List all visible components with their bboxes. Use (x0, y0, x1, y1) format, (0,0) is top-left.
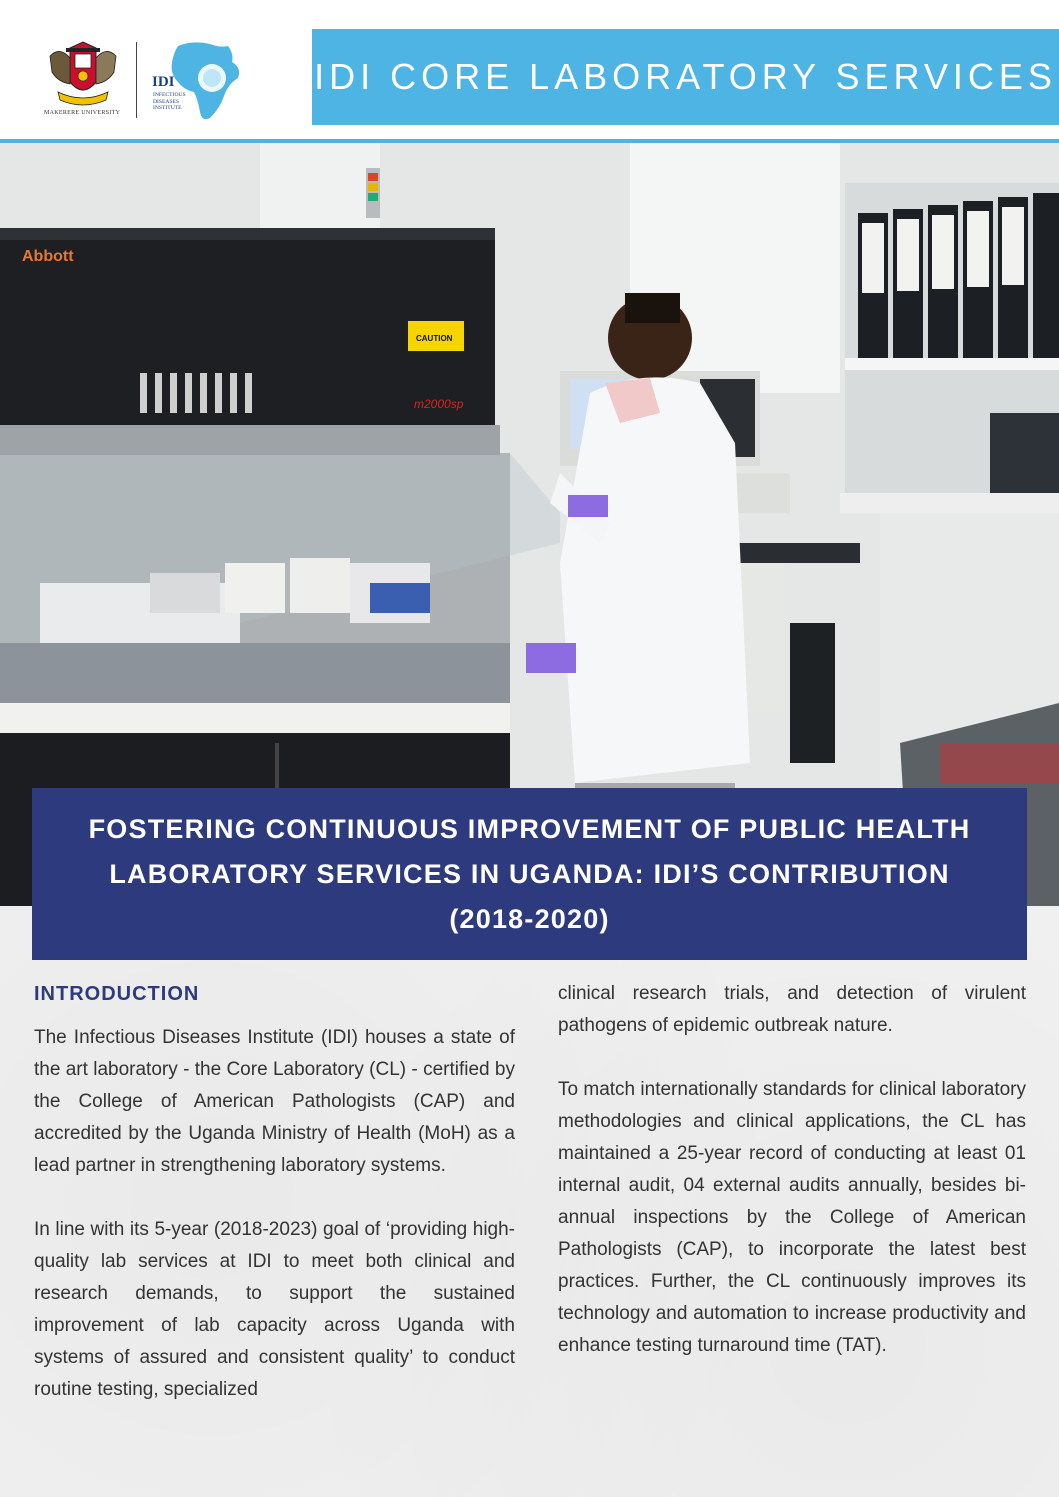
right-column (558, 978, 1026, 1394)
intro-paragraph-1: The Infectious Diseases Institute (IDI) houses a state of the art laboratory - the Core Laboratory (CL) - certified by the College of American Pathologists (CAP) and accredited by the Uganda Ministry of Health (MoH) as a lead partner in strengthening laboratory systems. (34, 1027, 515, 1176)
logo-group (40, 38, 250, 124)
machine-brand-label: Abbott (22, 248, 74, 265)
logo-divider (136, 42, 137, 118)
headline-banner (32, 788, 1027, 960)
page-title: IDI CORE LABORATORY SERVICES (314, 56, 1057, 97)
title-bar (312, 29, 1059, 125)
makerere-caption: MAKERERE UNIVERSITY (44, 110, 121, 116)
machine-model-label: m2000sp (414, 397, 464, 411)
left-column (34, 978, 515, 1438)
introduction-heading: INTRODUCTION (34, 983, 200, 1005)
right-paragraph-2: To match internationally standards for clinical laboratory methodologies and clinical applications, the CL has maintained a 25-year record of conducting at least 01 internal audit, 04 external audits annually, besides bi-annual inspections by the College of American Pathologists (CAP), to incorporate the latest best practices. Further, the CL continuously improves its technology and automation to increase productivity and enhance testing turnaround time (TAT). (558, 1079, 1026, 1356)
right-paragraph-1: clinical research trials, and detection of virulent pathogens of epidemic outbreak nature. (558, 983, 1026, 1036)
headline-title: FOSTERING CONTINUOUS IMPROVEMENT OF PUBLIC HEALTH LABORATORY SERVICES IN UGANDA: IDI’S CONTRIBUTION (2018-2020) (88, 813, 971, 934)
intro-paragraph-2: In line with its 5-year (2018-2023) goal of ‘providing high-quality lab services at IDI to meet both clinical and research demands, to support the sustained improvement of lab capacity across Uganda with systems of assured and consistent quality’ to conduct routine testing, specialized (34, 1219, 515, 1400)
caution-label: CAUTION (416, 334, 453, 343)
idi-logo-text: IDI (152, 74, 175, 90)
idi-logo-subtitle: INFECTIOUS DISEASES INSTITUTE (153, 92, 186, 111)
